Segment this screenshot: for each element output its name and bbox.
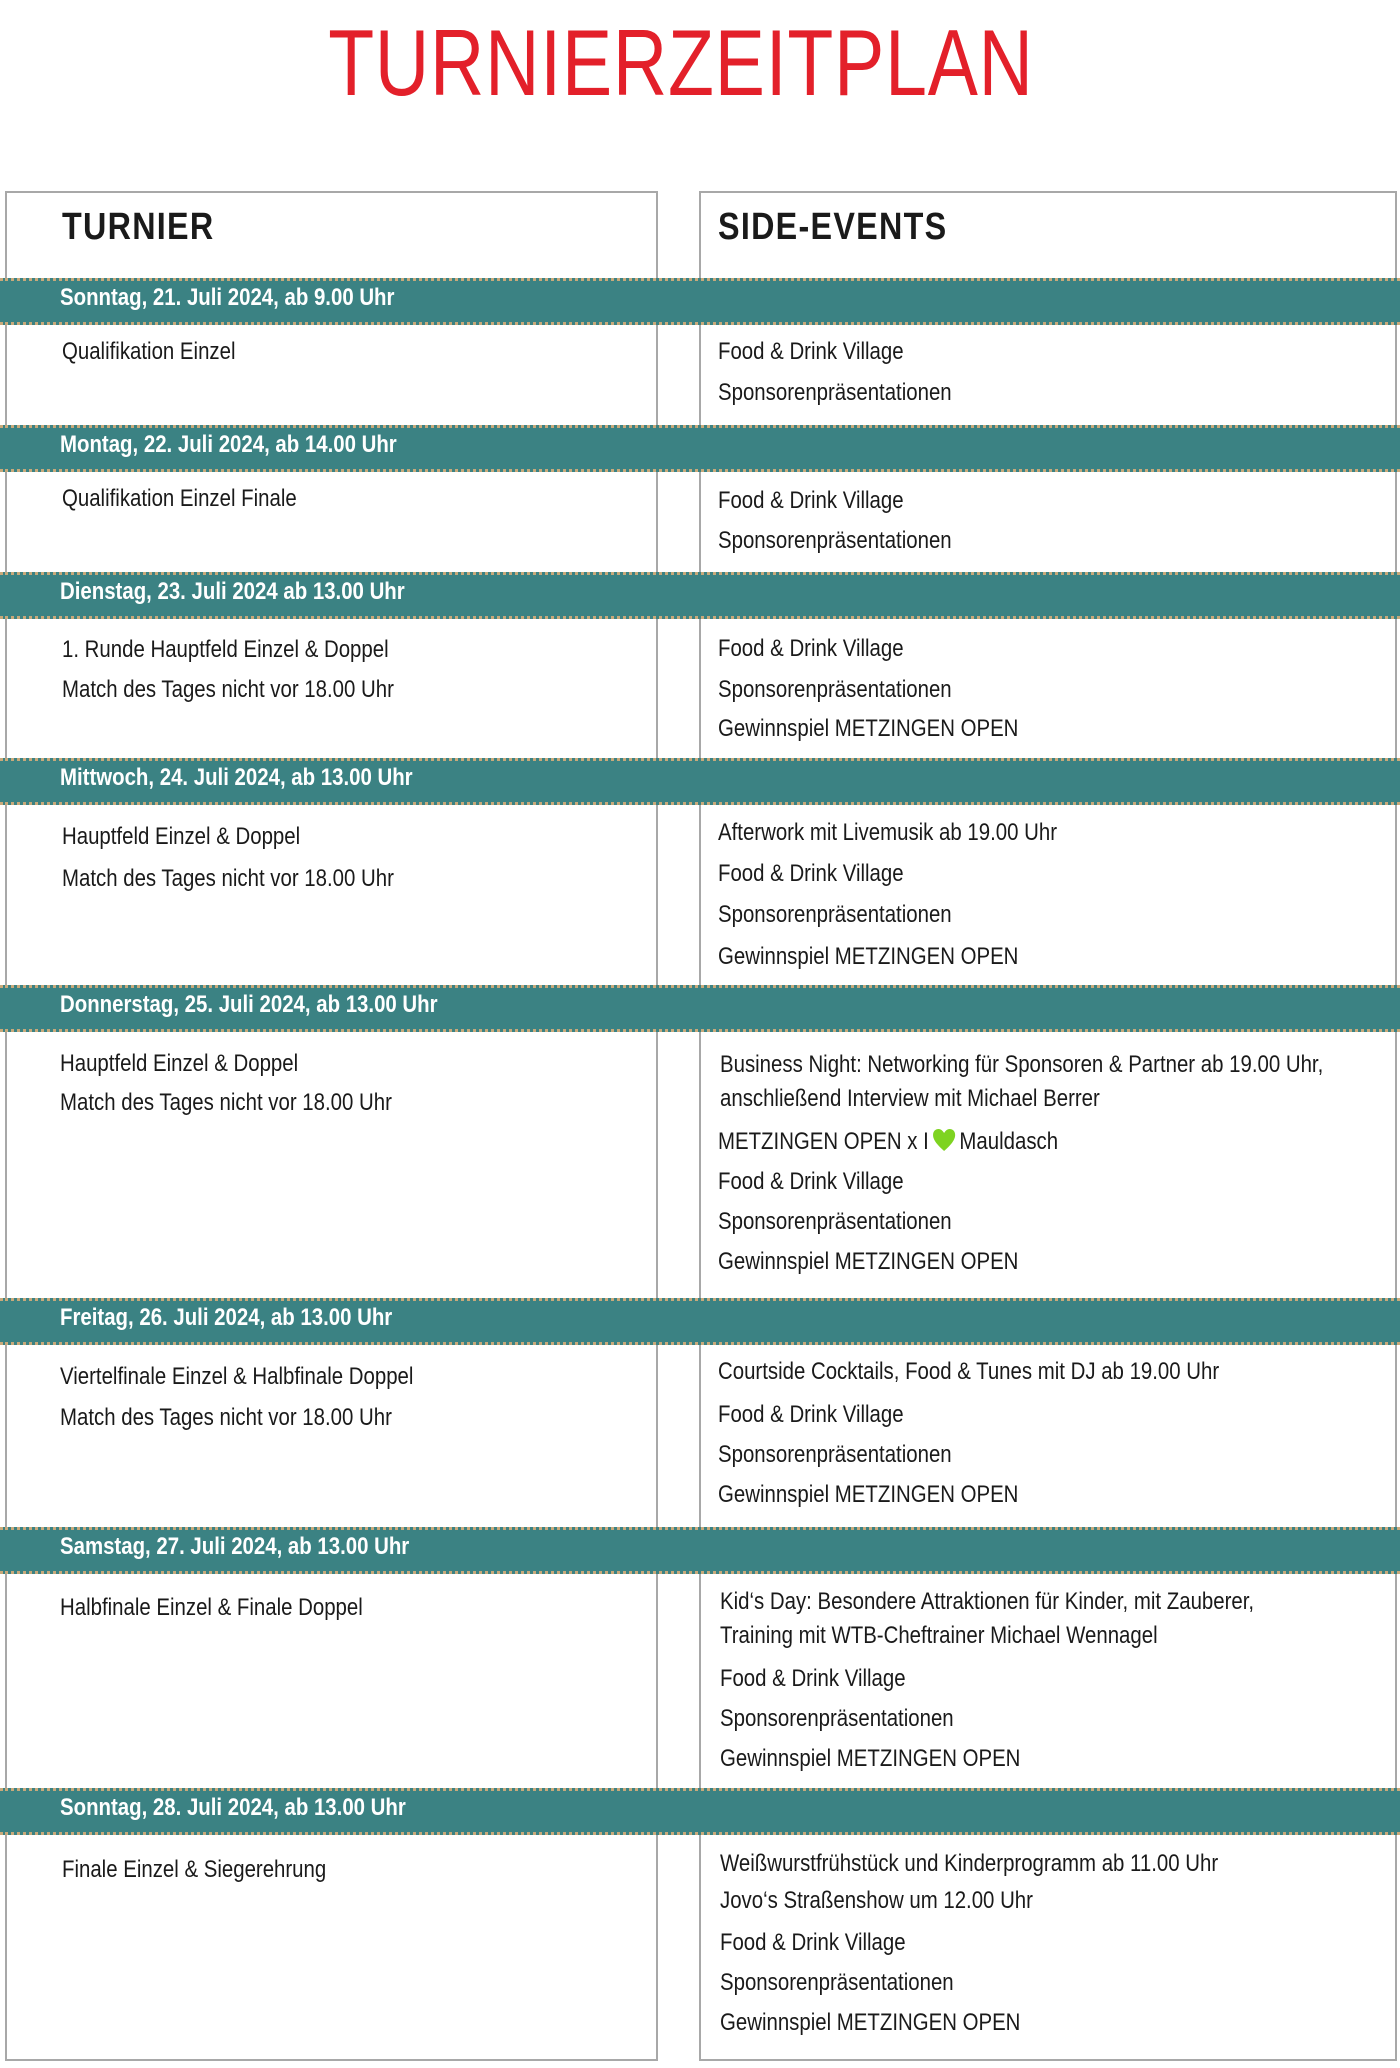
heart-line-before: METZINGEN OPEN x I: [718, 1128, 929, 1155]
side-event-item: Sponsorenpräsentationen: [718, 1441, 952, 1468]
turnier-item: Halbfinale Einzel & Finale Doppel: [60, 1594, 363, 1621]
heart-line-after: Mauldasch: [959, 1128, 1059, 1155]
turnier-item: Viertelfinale Einzel & Halbfinale Doppel: [60, 1363, 414, 1390]
side-event-item: Gewinnspiel METZINGEN OPEN: [720, 2009, 1021, 2036]
side-event-item: Sponsorenpräsentationen: [720, 1705, 954, 1732]
side-event-item: Afterwork mit Livemusik ab 19.00 Uhr: [718, 819, 1057, 846]
side-event-item: Sponsorenpräsentationen: [718, 1208, 952, 1235]
turnier-item: Match des Tages nicht vor 18.00 Uhr: [62, 865, 394, 892]
turnier-item: Finale Einzel & Siegerehrung: [62, 1856, 327, 1883]
day-bar-1: [0, 278, 1400, 325]
page-title: TURNIERZEITPLAN: [328, 10, 1034, 115]
turnier-item: Match des Tages nicht vor 18.00 Uhr: [60, 1404, 392, 1431]
day-bar-8: [0, 1788, 1400, 1835]
side-event-item: Gewinnspiel METZINGEN OPEN: [718, 715, 1019, 742]
side-event-item: Gewinnspiel METZINGEN OPEN: [720, 1745, 1021, 1772]
day-date: Sonntag, 28. Juli 2024, ab 13.00 Uhr: [60, 1794, 406, 1821]
turnier-item: Qualifikation Einzel Finale: [62, 485, 297, 512]
turnier-item: Hauptfeld Einzel & Doppel: [60, 1050, 299, 1077]
heart-icon: [932, 1128, 956, 1152]
day-bar-7: [0, 1527, 1400, 1574]
day-bar-2: [0, 425, 1400, 472]
day-date: Sonntag, 21. Juli 2024, ab 9.00 Uhr: [60, 284, 395, 311]
side-event-item: Sponsorenpräsentationen: [718, 676, 952, 703]
side-event-item: Food & Drink Village: [718, 635, 904, 662]
day-date: Donnerstag, 25. Juli 2024, ab 13.00 Uhr: [60, 991, 438, 1018]
side-event-item: Food & Drink Village: [718, 1401, 904, 1428]
day-bar-4: [0, 758, 1400, 805]
side-event-item: Sponsorenpräsentationen: [718, 901, 952, 928]
side-event-item: Courtside Cocktails, Food & Tunes mit DJ ab 19.00 Uhr: [718, 1358, 1220, 1385]
side-event-item: anschließend Interview mit Michael Berrer: [720, 1085, 1100, 1112]
turnier-item: Match des Tages nicht vor 18.00 Uhr: [60, 1089, 392, 1116]
side-event-item: Jovo‘s Straßenshow um 12.00 Uhr: [720, 1887, 1033, 1914]
side-event-item: Sponsorenpräsentationen: [718, 379, 952, 406]
side-event-item: Food & Drink Village: [718, 338, 904, 365]
turnier-column-header: TURNIER: [62, 206, 215, 248]
side-event-item: Sponsorenpräsentationen: [718, 527, 952, 554]
turnier-item: Qualifikation Einzel: [62, 338, 236, 365]
side-event-item: Food & Drink Village: [718, 860, 904, 887]
side-event-item: Gewinnspiel METZINGEN OPEN: [718, 1248, 1019, 1275]
day-bar-6: [0, 1298, 1400, 1345]
turnier-item: 1. Runde Hauptfeld Einzel & Doppel: [62, 636, 389, 663]
side-event-item: Gewinnspiel METZINGEN OPEN: [718, 943, 1019, 970]
side-event-item: Gewinnspiel METZINGEN OPEN: [718, 1481, 1019, 1508]
day-date: Dienstag, 23. Juli 2024 ab 13.00 Uhr: [60, 578, 405, 605]
day-bar-5: [0, 985, 1400, 1032]
day-bar-3: [0, 572, 1400, 619]
side-event-item: Training mit WTB-Cheftrainer Michael Wennagel: [720, 1622, 1158, 1649]
side-event-item: Sponsorenpräsentationen: [720, 1969, 954, 1996]
side-events-column-header: SIDE-EVENTS: [718, 206, 948, 248]
turnier-item: Match des Tages nicht vor 18.00 Uhr: [62, 676, 394, 703]
side-event-heart-item: [718, 1128, 1058, 1156]
day-date: Samstag, 27. Juli 2024, ab 13.00 Uhr: [60, 1533, 410, 1560]
side-event-item: Kid‘s Day: Besondere Attraktionen für Kinder, mit Zauberer,: [720, 1588, 1255, 1615]
day-date: Freitag, 26. Juli 2024, ab 13.00 Uhr: [60, 1304, 393, 1331]
side-event-item: Food & Drink Village: [718, 1168, 904, 1195]
turnier-item: Hauptfeld Einzel & Doppel: [62, 823, 301, 850]
day-date: Mittwoch, 24. Juli 2024, ab 13.00 Uhr: [60, 764, 413, 791]
side-event-item: Food & Drink Village: [720, 1665, 906, 1692]
day-date: Montag, 22. Juli 2024, ab 14.00 Uhr: [60, 431, 397, 458]
side-event-item: Business Night: Networking für Sponsoren & Partner ab 19.00 Uhr,: [720, 1051, 1324, 1078]
side-event-item: Food & Drink Village: [718, 487, 904, 514]
side-event-item: Food & Drink Village: [720, 1929, 906, 1956]
side-event-item: Weißwurstfrühstück und Kinderprogramm ab 11.00 Uhr: [720, 1850, 1219, 1877]
